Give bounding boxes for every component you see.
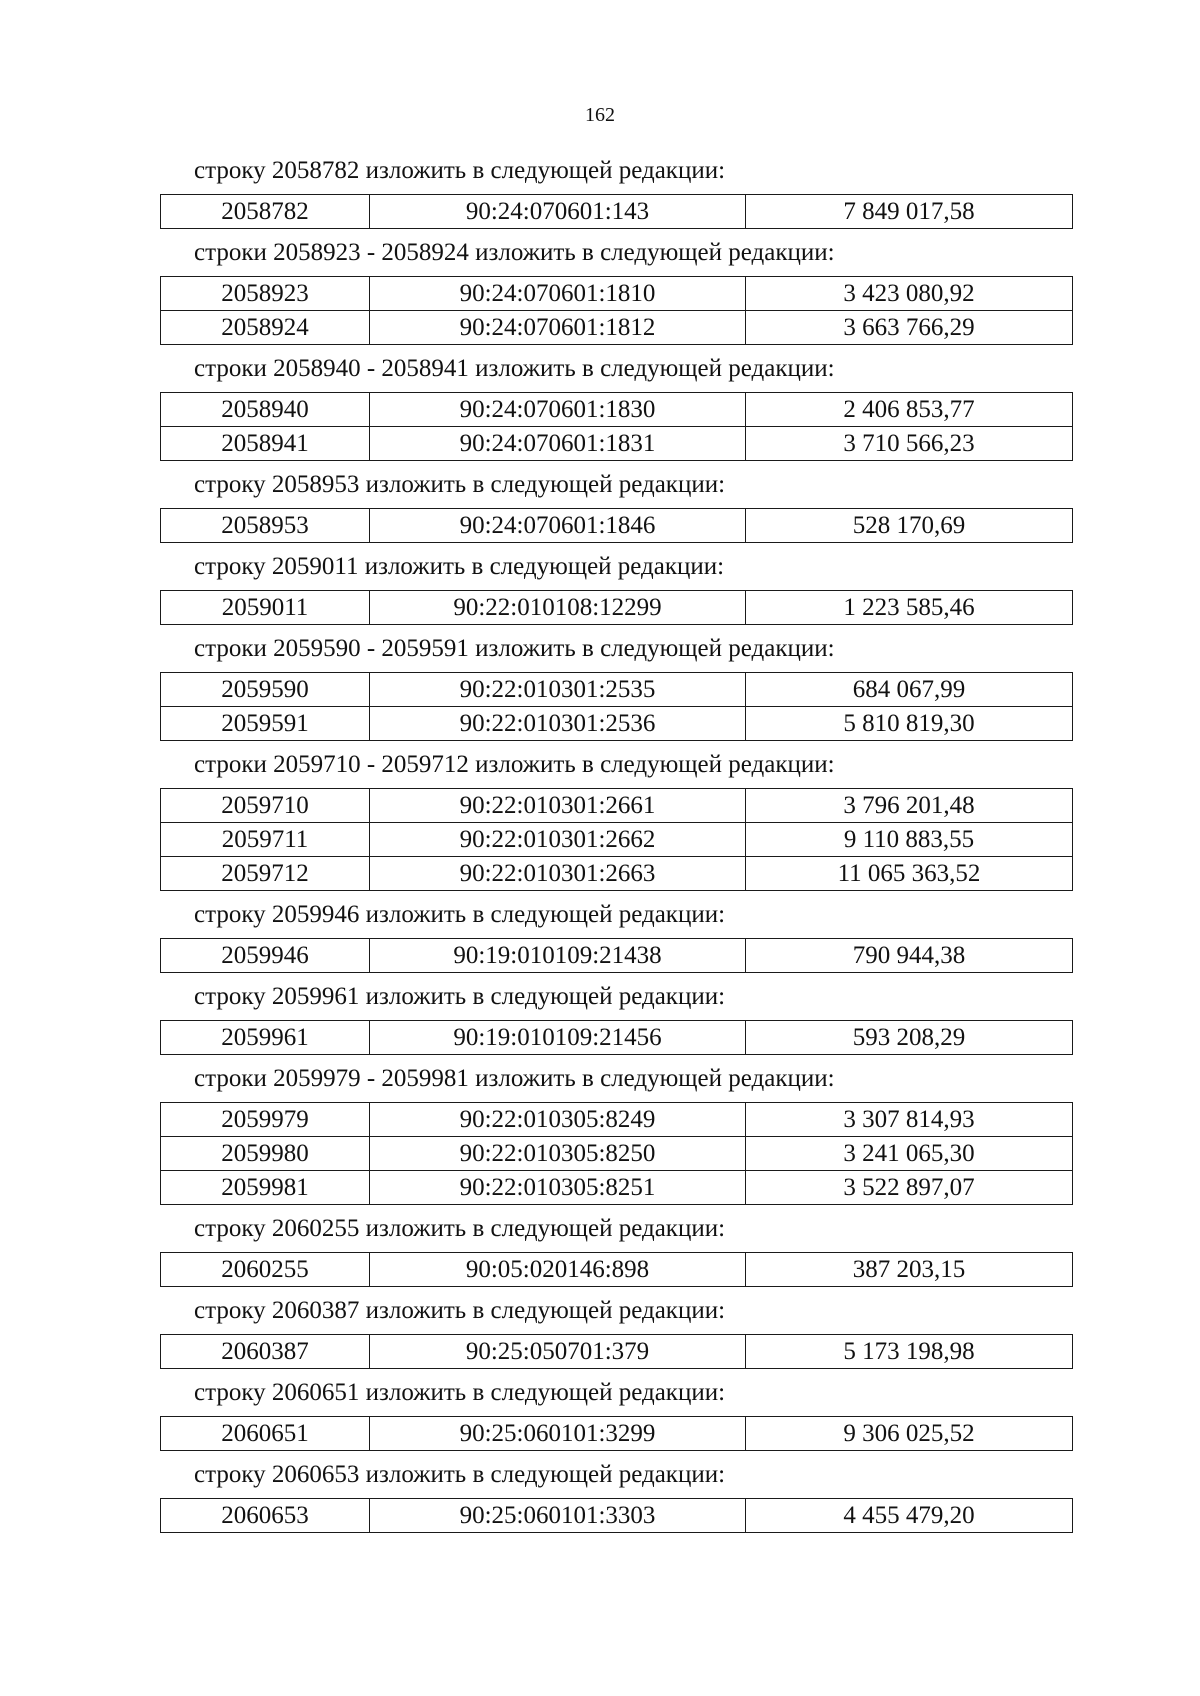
row-number-cell: 2058953 <box>161 509 370 543</box>
amendment-heading: строки 2059710 - 2059712 изложить в следующей редакции: <box>194 751 835 778</box>
table-row <box>161 823 1073 857</box>
row-number-cell: 2059712 <box>161 857 370 891</box>
amendment-table <box>160 1102 1073 1205</box>
value-cell: 593 208,29 <box>746 1021 1073 1055</box>
amendment-heading: строки 2058940 - 2058941 изложить в следующей редакции: <box>194 355 835 382</box>
cadastral-number-cell: 90:22:010301:2536 <box>370 707 746 741</box>
cadastral-number-cell: 90:22:010305:8249 <box>370 1103 746 1137</box>
cadastral-number-cell: 90:24:070601:1846 <box>370 509 746 543</box>
amendment-section <box>160 238 1072 345</box>
amendment-heading: строки 2059979 - 2059981 изложить в следующей редакции: <box>194 1065 835 1092</box>
amendment-table <box>160 1334 1073 1369</box>
table-row <box>161 1417 1073 1451</box>
table-row <box>161 1253 1073 1287</box>
row-number-cell: 2059979 <box>161 1103 370 1137</box>
cadastral-number-cell: 90:24:070601:1812 <box>370 311 746 345</box>
amendment-section <box>160 156 1072 229</box>
value-cell: 3 423 080,92 <box>746 277 1073 311</box>
table-row <box>161 789 1073 823</box>
cadastral-number-cell: 90:19:010109:21438 <box>370 939 746 973</box>
amendment-heading: строку 2058782 изложить в следующей редакции: <box>194 157 726 184</box>
value-cell: 790 944,38 <box>746 939 1073 973</box>
row-number-cell: 2059711 <box>161 823 370 857</box>
amendment-heading: строки 2058923 - 2058924 изложить в следующей редакции: <box>194 239 835 266</box>
row-number-cell: 2059591 <box>161 707 370 741</box>
value-cell: 4 455 479,20 <box>746 1499 1073 1533</box>
value-cell: 9 110 883,55 <box>746 823 1073 857</box>
cadastral-number-cell: 90:24:070601:143 <box>370 195 746 229</box>
amendment-table <box>160 1020 1073 1055</box>
amendment-section <box>160 1378 1072 1451</box>
value-cell: 3 522 897,07 <box>746 1171 1073 1205</box>
amendment-heading: строку 2060653 изложить в следующей редакции: <box>194 1461 726 1488</box>
value-cell: 11 065 363,52 <box>746 857 1073 891</box>
amendment-section <box>160 1296 1072 1369</box>
table-row <box>161 195 1073 229</box>
cadastral-number-cell: 90:25:060101:3299 <box>370 1417 746 1451</box>
row-number-cell: 2059961 <box>161 1021 370 1055</box>
table-row <box>161 939 1073 973</box>
table-row <box>161 1171 1073 1205</box>
amendment-section <box>160 982 1072 1055</box>
cadastral-number-cell: 90:25:050701:379 <box>370 1335 746 1369</box>
row-number-cell: 2059590 <box>161 673 370 707</box>
cadastral-number-cell: 90:22:010301:2662 <box>370 823 746 857</box>
amendment-heading: строку 2060387 изложить в следующей редакции: <box>194 1297 726 1324</box>
value-cell: 3 307 814,93 <box>746 1103 1073 1137</box>
table-row <box>161 707 1073 741</box>
cadastral-number-cell: 90:24:070601:1830 <box>370 393 746 427</box>
row-number-cell: 2059710 <box>161 789 370 823</box>
row-number-cell: 2058924 <box>161 311 370 345</box>
amendment-heading: строку 2059946 изложить в следующей редакции: <box>194 901 726 928</box>
value-cell: 684 067,99 <box>746 673 1073 707</box>
cadastral-number-cell: 90:22:010301:2661 <box>370 789 746 823</box>
amendment-heading: строку 2059961 изложить в следующей редакции: <box>194 983 726 1010</box>
value-cell: 5 173 198,98 <box>746 1335 1073 1369</box>
row-number-cell: 2060387 <box>161 1335 370 1369</box>
table-row <box>161 591 1073 625</box>
amendment-section <box>160 634 1072 741</box>
row-number-cell: 2058941 <box>161 427 370 461</box>
table-row <box>161 1021 1073 1055</box>
cadastral-number-cell: 90:24:070601:1810 <box>370 277 746 311</box>
amendment-section <box>160 750 1072 891</box>
amendment-section <box>160 354 1072 461</box>
value-cell: 2 406 853,77 <box>746 393 1073 427</box>
value-cell: 5 810 819,30 <box>746 707 1073 741</box>
cadastral-number-cell: 90:24:070601:1831 <box>370 427 746 461</box>
row-number-cell: 2059980 <box>161 1137 370 1171</box>
cadastral-number-cell: 90:22:010301:2663 <box>370 857 746 891</box>
amendment-section <box>160 552 1072 625</box>
document-body <box>160 156 1072 1542</box>
cadastral-number-cell: 90:05:020146:898 <box>370 1253 746 1287</box>
cadastral-number-cell: 90:22:010305:8250 <box>370 1137 746 1171</box>
value-cell: 1 223 585,46 <box>746 591 1073 625</box>
row-number-cell: 2058923 <box>161 277 370 311</box>
cadastral-number-cell: 90:19:010109:21456 <box>370 1021 746 1055</box>
table-row <box>161 393 1073 427</box>
page-number: 162 <box>585 104 615 126</box>
value-cell: 9 306 025,52 <box>746 1417 1073 1451</box>
amendment-heading: строки 2059590 - 2059591 изложить в следующей редакции: <box>194 635 835 662</box>
cadastral-number-cell: 90:22:010305:8251 <box>370 1171 746 1205</box>
cadastral-number-cell: 90:25:060101:3303 <box>370 1499 746 1533</box>
row-number-cell: 2060255 <box>161 1253 370 1287</box>
amendment-table <box>160 590 1073 625</box>
cadastral-number-cell: 90:22:010301:2535 <box>370 673 746 707</box>
table-row <box>161 1103 1073 1137</box>
table-row <box>161 509 1073 543</box>
amendment-section <box>160 470 1072 543</box>
amendment-table <box>160 672 1073 741</box>
table-row <box>161 673 1073 707</box>
value-cell: 3 710 566,23 <box>746 427 1073 461</box>
row-number-cell: 2059981 <box>161 1171 370 1205</box>
amendment-section <box>160 900 1072 973</box>
amendment-table <box>160 392 1073 461</box>
table-row <box>161 1335 1073 1369</box>
row-number-cell: 2060653 <box>161 1499 370 1533</box>
amendment-table <box>160 508 1073 543</box>
value-cell: 3 663 766,29 <box>746 311 1073 345</box>
value-cell: 528 170,69 <box>746 509 1073 543</box>
amendment-heading: строку 2059011 изложить в следующей редакции: <box>194 553 725 580</box>
row-number-cell: 2058940 <box>161 393 370 427</box>
row-number-cell: 2058782 <box>161 195 370 229</box>
row-number-cell: 2060651 <box>161 1417 370 1451</box>
table-row <box>161 277 1073 311</box>
value-cell: 3 241 065,30 <box>746 1137 1073 1171</box>
value-cell: 387 203,15 <box>746 1253 1073 1287</box>
value-cell: 7 849 017,58 <box>746 195 1073 229</box>
table-row <box>161 427 1073 461</box>
amendment-section <box>160 1064 1072 1205</box>
amendment-heading: строку 2060651 изложить в следующей редакции: <box>194 1379 726 1406</box>
amendment-table <box>160 276 1073 345</box>
amendment-section <box>160 1460 1072 1533</box>
amendment-table <box>160 1416 1073 1451</box>
row-number-cell: 2059946 <box>161 939 370 973</box>
amendment-table <box>160 938 1073 973</box>
table-row <box>161 1499 1073 1533</box>
amendment-heading: строку 2058953 изложить в следующей редакции: <box>194 471 726 498</box>
table-row <box>161 857 1073 891</box>
table-row <box>161 311 1073 345</box>
amendment-table <box>160 1252 1073 1287</box>
table-row <box>161 1137 1073 1171</box>
value-cell: 3 796 201,48 <box>746 789 1073 823</box>
amendment-table <box>160 788 1073 891</box>
amendment-heading: строку 2060255 изложить в следующей редакции: <box>194 1215 726 1242</box>
row-number-cell: 2059011 <box>161 591 370 625</box>
cadastral-number-cell: 90:22:010108:12299 <box>370 591 746 625</box>
amendment-section <box>160 1214 1072 1287</box>
amendment-table <box>160 194 1073 229</box>
amendment-table <box>160 1498 1073 1533</box>
